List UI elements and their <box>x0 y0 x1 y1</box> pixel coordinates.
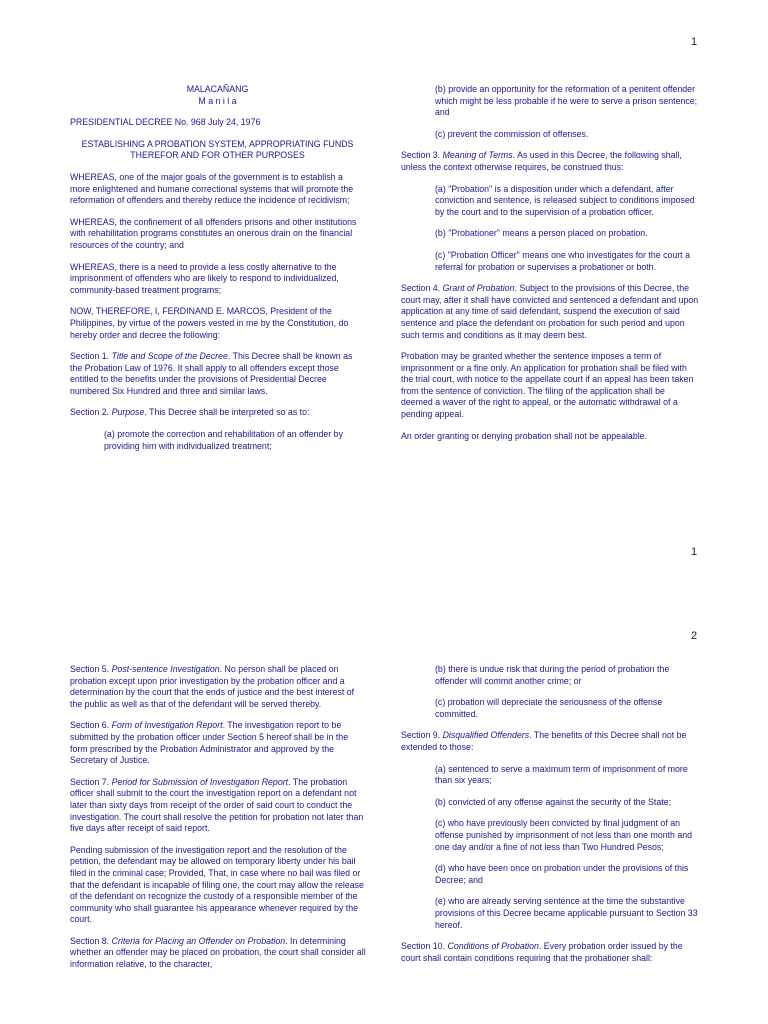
page-number-bottom: 1 <box>691 546 698 558</box>
decree-title: ESTABLISHING A PROBATION SYSTEM, APPROPRIATING FUNDS THEREFOR AND FOR OTHER PURPOSES <box>81 138 354 161</box>
section-8-title: Criteria for Placing an Offender on Probation <box>111 935 286 946</box>
section-2-text: . This Decree shall be interpreted so as to: <box>144 407 310 418</box>
section-8-text: . In determining whether an offender may be placed on probation, the court shall consider all information relative, to the character, <box>70 935 366 970</box>
section-9-item-e: (e) who are already serving sentence at the time the substantive provisions of this Decree became applicable pursuant to Section 33 hereof. <box>435 896 698 930</box>
whereas-3: WHEREAS, there is a need to provide a less costly alternative to the imprisonment of offenders who are likely to respond to individualized, community-based treatment programs; <box>70 261 339 295</box>
section-1 <box>70 351 365 397</box>
section-9-item-d: (d) who have been once on probation under the provisions of this Decree; and <box>435 863 689 885</box>
section-5-label: Section 5. <box>70 664 112 674</box>
section-7-paragraph-2: Pending submission of the investigation report and the resolution of the petition, the defendant may be allowed on temporary liberty under his bail filed in the criminal case; Provided, That, in case where no bail was filed or that the defendant is incapable of filing one, the court may allow the release of the defendant on recognize the custody of a responsible member of the community who shall guarantee his appearance whenever required by the court. <box>70 844 364 925</box>
section-2-item-b: (b) provide an opportunity for the reformation of a penitent offender which might be less probable if he were to serve a prison sentence; and <box>435 84 698 118</box>
section-7-title: Period for Submission of Investigation Report <box>111 776 289 787</box>
whereas-2: WHEREAS, the confinement of all offenders prisons and other institutions with rehabilitation programs constitutes an onerous drain on the financial resources of the country; and <box>70 216 357 250</box>
section-4-label: Section 4. <box>401 283 443 294</box>
section-3 <box>401 150 699 173</box>
page2-number-top: 2 <box>691 630 698 642</box>
section-7-text: . The probation officer shall submit to the court the investigation report on a defendant not later than sixty days from receipt of the order of said court to conduct the investigation. The court shall resolve the petition for probation not later than five days after receipt of said report. <box>70 776 364 834</box>
section-5-text: . No person shall be placed on probation except upon prior investigation by the probation officer and a determination by the court that the ends of justice and the best interest of the public as well as that of the defendant will be served thereby. <box>70 664 355 709</box>
section-4-paragraph-3: An order granting or denying probation shall not be appealable. <box>401 430 647 441</box>
section-1-text: . This Decree shall be known as the Probation Law of 1976. It shall apply to all offenders except those entitled to the benefits under the provisions of Presidential Decree numbered Six Hundred and three and similar laws. <box>70 351 353 396</box>
section-8-item-b: (b) there is undue risk that during the period of probation the offender will commit another crime; or <box>435 664 670 686</box>
section-2-title: Purpose <box>111 407 145 418</box>
decree-line: PRESIDENTIAL DECREE No. 968 July 24, 1976 <box>70 117 261 128</box>
section-1-title: Title and Scope of the Decree <box>111 351 228 362</box>
page1-right-column <box>401 84 699 452</box>
section-7 <box>70 777 366 835</box>
section-2-item-a: (a) promote the correction and rehabilitation of an offender by providing him with individualized treatment; <box>104 429 343 451</box>
section-6-label: Section 6. <box>70 720 112 731</box>
section-10-title: Conditions of Probation <box>447 941 539 952</box>
section-2-item-c: (c) prevent the commission of offenses. <box>435 128 589 139</box>
section-6-title: Form of Investigation Report <box>111 720 223 731</box>
section-3-title: Meaning of Terms <box>442 150 513 161</box>
section-8-label: Section 8. <box>70 935 112 946</box>
section-9 <box>401 730 699 753</box>
whereas-1: WHEREAS, one of the major goals of the government is to establish a more enlightened and humane correctional systems that will promote the reformation of offenders and thereby reduce the incidence of recidivism; <box>70 171 354 206</box>
section-7-label: Section 7. <box>70 776 112 787</box>
section-9-label: Section 9. <box>401 730 443 741</box>
section-9-item-a: (a) sentenced to serve a maximum term of imprisonment of more than six years; <box>435 763 688 786</box>
section-10-label: Section 10. <box>401 941 448 952</box>
section-5 <box>70 664 366 710</box>
page-number-top: 1 <box>691 36 698 48</box>
section-3-item-c: (c) "Probation Officer" means one who investigates for the court a referral for probation or supervises a probationer or both. <box>435 249 690 272</box>
section-1-label: Section 1. <box>70 351 112 362</box>
page1-left-column <box>70 84 365 462</box>
section-3-text: . As used in this Decree, the following shall, unless the context otherwise requires, be construed thus: <box>401 150 682 172</box>
section-6 <box>70 720 366 766</box>
section-3-item-b: (b) "Probationer" means a person placed on probation. <box>435 228 648 239</box>
section-9-item-c: (c) who have previously been convicted by final judgment of an offense punished by imprisonment of not less than one month and one day and/or a fine of not less than Two Hundred Pesos; <box>435 818 693 852</box>
section-8 <box>70 936 366 971</box>
section-9-item-b: (b) convicted of any offense against the security of the State; <box>435 796 672 807</box>
section-3-item-a: (a) "Probation" is a disposition under which a defendant, after conviction and sentence, is released subject to conditions imposed by the court and to the supervision of a probation officer. <box>435 183 695 217</box>
section-2 <box>70 407 365 419</box>
header-malacanang: MALACAÑANG <box>186 84 249 94</box>
header-manila: M a n i l a <box>198 95 237 106</box>
section-4-paragraph-2: Probation may be granted whether the sentence imposes a term of imprisonment or a fine only. An application for probation shall be filed with the trial court, with notice to the appellate court if an appeal has been taken from the sentence of conviction. The filing of the application shall be deemed a waver of the right to appeal, or the automatic withdrawal of a pending appeal. <box>401 351 694 420</box>
page2-left-column <box>70 664 366 981</box>
section-2-label: Section 2. <box>70 407 112 418</box>
section-5-title: Post-sentence Investigation <box>111 664 220 674</box>
section-6-text: . The investigation report to be submitted by the probation officer under Section 5 hereof shall be in the form prescribed by the Probation Administrator and approved by the Secretary of Justice. <box>70 720 349 766</box>
section-8-item-c: (c) probation will depreciate the seriousness of the offense committed. <box>435 697 663 719</box>
section-9-title: Disqualified Offenders <box>442 730 530 741</box>
section-4 <box>401 283 699 341</box>
section-4-text: . Subject to the provisions of this Decree, the court may, after it shall have convicted and sentenced a defendant and upon application at any time of said defendant, suspend the execution of said sentence and place the defendant on probation for such period and upon such terms and conditions as it may deem best. <box>401 283 699 340</box>
section-9-text: . The benefits of this Decree shall not be extended to those: <box>401 730 687 752</box>
section-10-text: . Every probation order issued by the court shall contain conditions requiring that the probationer shall: <box>401 941 683 963</box>
now-therefore: NOW, THEREFORE, I, FERDINAND E. MARCOS, President of the Philippines, by virtue of the powers vested in me by the Constitution, do hereby order and decree the following: <box>70 306 349 340</box>
page2-right-column <box>401 664 699 974</box>
section-3-label: Section 3. <box>401 150 443 161</box>
section-10 <box>401 941 699 964</box>
section-4-title: Grant of Probation <box>442 283 515 294</box>
